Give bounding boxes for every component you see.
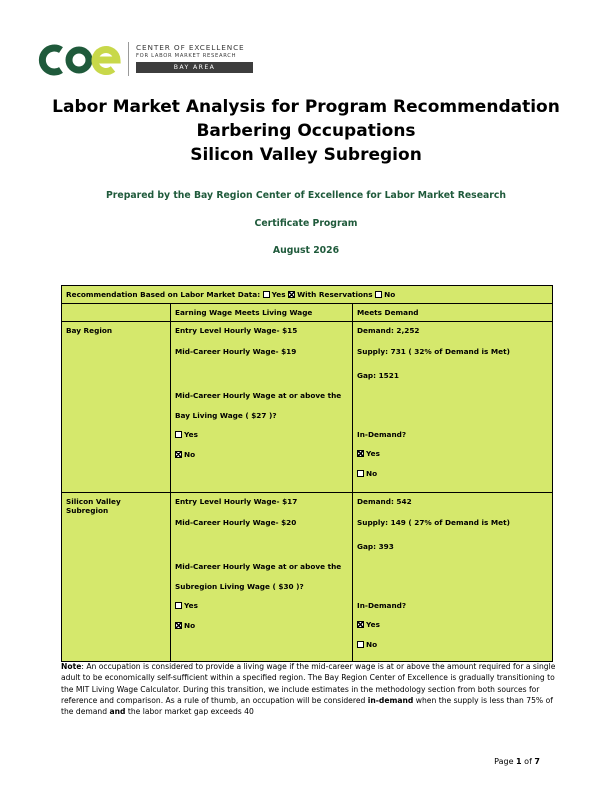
wage-no-label: No — [184, 450, 196, 459]
demand-cell — [353, 493, 553, 662]
report-date: August 2026 — [272, 245, 340, 256]
demand-value: Demand: 542 — [357, 497, 412, 506]
column-header-wage: Earning Wage Meets Living Wage — [171, 304, 353, 322]
logo-badge: BAY AREA — [136, 62, 253, 73]
mid-wage: Mid-Career Hourly Wage- $20 — [175, 518, 297, 527]
demand-yes-option — [357, 449, 548, 469]
demand-no-label: No — [366, 640, 378, 649]
logo-line-2: FOR LABOR MARKET RESEARCH — [136, 53, 237, 59]
note-text-1: : An occupation is considered to provide a living wage if the mid-career wage is at or above the amount required for a single adult to be economically self-sufficient within a specified region. The Bay Region Center of Excellence is gradually transitioning to the MIT Living Wage Calculator. During this transition, we include estimates in the methodology section from both sources for reference and comparison. As a rule of thumb, an occupation will be considered — [61, 662, 556, 705]
demand-yes-option — [357, 620, 548, 640]
title-line-3: Silicon Valley Subregion — [190, 145, 422, 165]
demand-no-label: No — [366, 469, 378, 478]
wage-no-option — [175, 621, 348, 630]
region-name: Silicon Valley Subregion — [66, 497, 121, 515]
note-label: Note — [61, 662, 82, 671]
note-and: and — [109, 707, 126, 717]
wage-yes-option — [175, 601, 348, 621]
table-row — [62, 322, 553, 493]
region-cell — [62, 493, 171, 662]
recommendation-label: Recommendation Based on Labor Market Data: — [66, 290, 261, 299]
supply-value: Supply: 149 ( 27% of Demand is Met) — [357, 518, 510, 527]
demand-value: Demand: 2,252 — [357, 326, 420, 335]
entry-wage: Entry Level Hourly Wage- $17 — [175, 497, 298, 506]
supply-value: Supply: 731 ( 32% of Demand is Met) — [357, 347, 510, 356]
logo-divider — [128, 42, 129, 76]
recommendation-no-label: No — [384, 290, 396, 299]
region-cell — [62, 322, 171, 493]
in-demand-question: In-Demand? — [357, 601, 407, 610]
recommendation-no-checkbox[interactable] — [375, 291, 382, 298]
page-current: 1 — [516, 757, 522, 766]
wage-cell — [171, 493, 353, 662]
in-demand-question: In-Demand? — [357, 430, 407, 439]
note-text-2: when the supply is less than 75% of the demand — [61, 695, 553, 717]
program-type: Certificate Program — [254, 218, 358, 229]
recommendation-reservations-label: With Reservations — [297, 290, 373, 299]
wage-cell — [171, 322, 353, 493]
gap-value: Gap: 393 — [357, 542, 394, 551]
logo-text — [136, 43, 253, 73]
demand-no-checkbox[interactable] — [357, 470, 364, 477]
wage-no-label: No — [184, 621, 196, 630]
recommendation-yes-checkbox[interactable] — [263, 291, 270, 298]
mid-wage: Mid-Career Hourly Wage- $19 — [175, 347, 297, 356]
wage-yes-checkbox[interactable] — [175, 602, 182, 609]
page-middle: of — [521, 757, 535, 766]
coe-logo — [37, 42, 123, 78]
living-wage-question: Mid-Career Hourly Wage at or above the — [175, 562, 342, 571]
column-header-row — [62, 304, 553, 322]
living-wage-question-2: Subregion Living Wage ( $30 )? — [175, 582, 304, 591]
wage-no-option — [175, 450, 348, 459]
demand-no-option — [357, 640, 548, 649]
living-wage-question: Mid-Career Hourly Wage at or above the — [175, 391, 342, 400]
demand-yes-label: Yes — [366, 449, 380, 458]
demand-yes-checkbox[interactable] — [357, 450, 364, 457]
gap-value: Gap: 1521 — [357, 371, 399, 380]
methodology-note — [61, 661, 556, 717]
demand-yes-label: Yes — [366, 620, 380, 629]
page-total: 7 — [534, 757, 540, 766]
entry-wage: Entry Level Hourly Wage- $15 — [175, 326, 298, 335]
title-line-2: Barbering Occupations — [196, 121, 416, 141]
column-header-region — [62, 304, 171, 322]
note-in-demand: in-demand — [367, 695, 414, 705]
column-header-demand: Meets Demand — [353, 304, 553, 322]
demand-yes-checkbox[interactable] — [357, 621, 364, 628]
page-prefix: Page — [494, 757, 517, 766]
wage-yes-label: Yes — [184, 430, 198, 439]
demand-no-option — [357, 469, 548, 478]
wage-yes-checkbox[interactable] — [175, 431, 182, 438]
table-row — [62, 493, 553, 662]
title-line-1: Labor Market Analysis for Program Recommendation — [52, 97, 560, 117]
recommendation-cell — [62, 286, 553, 304]
wage-no-checkbox[interactable] — [175, 622, 182, 629]
region-name: Bay Region — [66, 326, 113, 335]
note-text-3: the labor market gap exceeds 40 — [125, 707, 254, 717]
recommendation-reservations-checkbox[interactable] — [288, 291, 295, 298]
wage-yes-label: Yes — [184, 601, 198, 610]
demand-no-checkbox[interactable] — [357, 641, 364, 648]
page-number — [494, 757, 540, 766]
demand-cell — [353, 322, 553, 493]
prepared-by: Prepared by the Bay Region Center of Excellence for Labor Market Research — [105, 190, 507, 201]
wage-no-checkbox[interactable] — [175, 451, 182, 458]
document-title — [0, 95, 612, 167]
recommendation-table — [61, 285, 553, 662]
logo-line-1: CENTER OF EXCELLENCE — [136, 43, 245, 52]
wage-yes-option — [175, 430, 348, 450]
recommendation-row — [62, 286, 553, 304]
coe-logo-mark — [37, 42, 123, 78]
living-wage-question-2: Bay Living Wage ( $27 )? — [175, 411, 277, 420]
recommendation-yes-label: Yes — [271, 290, 286, 299]
